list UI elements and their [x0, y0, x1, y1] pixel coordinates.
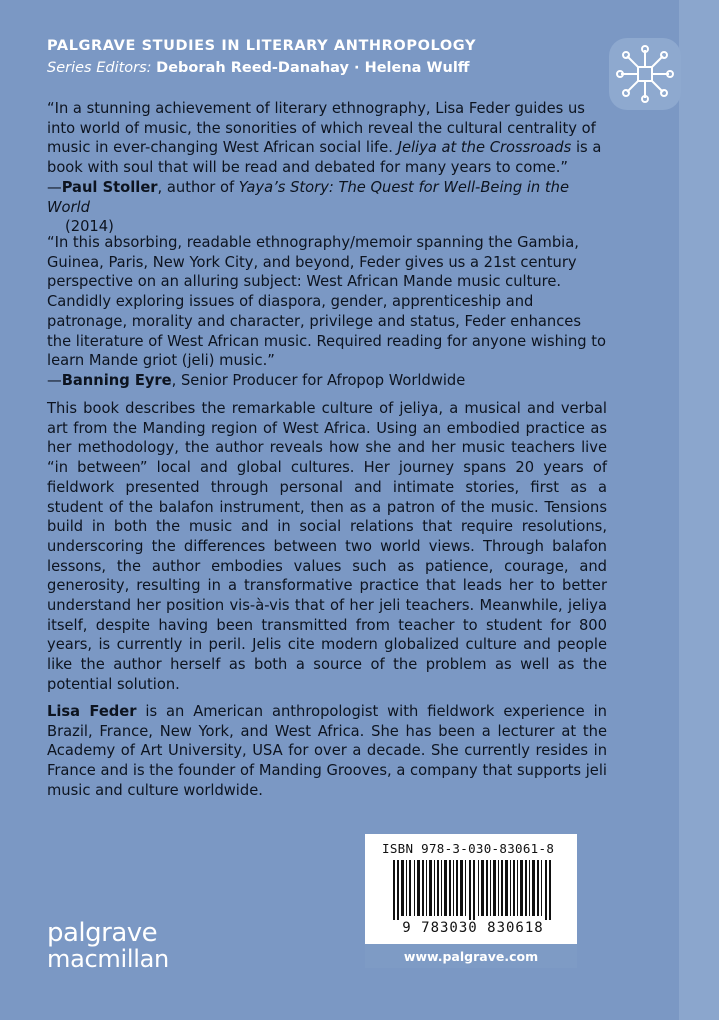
quote1-author: Paul Stoller: [61, 178, 158, 196]
quote1-title: Jeliya at the Crossroads: [397, 139, 572, 157]
quote2-attribution: —Banning Eyre, Senior Producer for Afropop Worldwide: [47, 371, 466, 389]
barcode-icon: [383, 860, 563, 920]
series-title: PALGRAVE STUDIES IN LITERARY ANTHROPOLOGY: [47, 38, 477, 54]
author-bio-text: is an American anthropologist with fieldwork experience in Brazil, France, New York, and West Africa. She has been a lecturer at the Academy of Art University, USA for over a decade. She currently resides in France and is the founder of Manding Grooves, a company that supports jeli music and culture worldwide.: [47, 703, 607, 799]
quote2-author: Banning Eyre: [61, 371, 172, 389]
barcode-digits: 9 783030 830618: [402, 920, 544, 936]
publisher-url[interactable]: www.palgrave.com: [365, 944, 577, 968]
publisher-logo-line1: palgrave: [47, 918, 158, 948]
series-editors-label: Series Editors:: [47, 60, 152, 76]
spine-strip: [679, 0, 719, 1020]
quote1-year: (2014): [65, 218, 114, 236]
publisher-logo: [47, 920, 169, 972]
quote1-text-a: “In a stunning achievement of literary ethnography, Lisa Feder guides us into world of music, the sonorities of which reveal the cultural centrality of music in ever-changing West African social life.: [47, 100, 596, 157]
quote1-book: Yaya’s Story: The Quest for Well-Being in the World: [47, 178, 570, 216]
publisher-logo-line2: macmillan: [47, 945, 169, 973]
book-description: This book describes the remarkable culture of jeliya, a musical and verbal art from the Manding region of West Africa. Using an embodied practice as her methodology, the author reveals how she and her music teachers live “in between” local and global cultures. Her journey spans 20 years of fieldwork presented through personal and intimate stories, first as a student of the balafon instrument, then as a patron of the music. Tensions build in both the music and in social relations that require resolutions, underscoring the differences between two world views. Through balafon lessons, the author embodies values such as patience, courage, and generosity, resulting in a transformative practice that leads her to better understand her position vis-à-vis that of her jeli teachers. Meanwhile, jeliya itself, despite having been transmitted from teacher to student for 800 years, is currently in peril. Jelis cite modern globalized culture and people like the author herself as both a source of the problem as well as the potential solution.: [47, 400, 607, 693]
endorsement-quote-2: [47, 233, 607, 391]
palgrave-network-icon: [609, 38, 681, 110]
series-editors: [47, 60, 470, 76]
endorsement-quote-1: [47, 99, 607, 237]
quote1-text-b: is a book with soul that will be read and debated for many years to come.”: [47, 139, 602, 177]
series-editors-names: Deborah Reed-Danahay · Helena Wulff: [156, 60, 470, 76]
author-bio: [47, 702, 607, 801]
isbn-label: ISBN 978-3-030-83061-8: [382, 841, 555, 856]
quote2-text: “In this absorbing, readable ethnography/memoir spanning the Gambia, Guinea, Paris, New York City, and beyond, Feder gives us a 21st century perspective on an alluring subject: West African Mande music culture. Candidly exploring issues of diaspora, gender, apprenticeship and patronage, morality and character, privilege and status, Feder enhances the literature of West African music. Required reading for anyone wishing to learn Mande griot (jeli) music.”: [47, 234, 607, 370]
quote1-attribution: —Paul Stoller, author of Yaya’s Story: The Quest for Well-Being in the World: [47, 178, 570, 216]
author-name: Lisa Feder: [47, 703, 137, 720]
